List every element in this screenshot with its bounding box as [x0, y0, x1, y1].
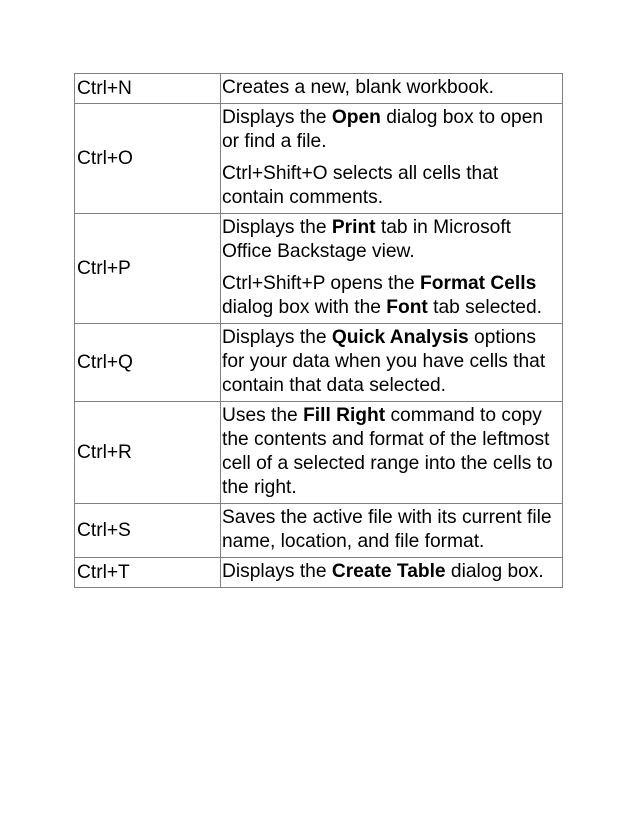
text-run: Creates a new, blank workbook. — [222, 77, 494, 98]
table-row — [75, 74, 563, 104]
description-paragraph — [222, 326, 560, 398]
text-run: Ctrl+Shift+P opens the — [222, 273, 421, 294]
table-row — [75, 104, 563, 214]
shortcut-key: Ctrl+P — [75, 214, 221, 324]
table-row — [75, 214, 563, 324]
text-run: dialog box. — [445, 561, 544, 582]
description-paragraph — [222, 106, 560, 154]
shortcut-description — [221, 214, 563, 324]
description-paragraph — [222, 404, 560, 500]
shortcut-description — [221, 504, 563, 558]
text-run: Ctrl+Shift+O selects all cells that contain comments. — [222, 163, 499, 208]
table-row — [75, 558, 563, 588]
bold-term: Format Cells — [420, 273, 537, 294]
text-run: Saves the active file with its current file name, location, and file format. — [222, 507, 552, 552]
text-run: Displays the — [222, 561, 332, 582]
shortcut-description — [221, 104, 563, 214]
text-run: Uses the — [222, 405, 304, 426]
text-run: dialog box to open or find a file. — [222, 107, 544, 152]
shortcut-description — [221, 558, 563, 588]
table-row — [75, 504, 563, 558]
table-row — [75, 324, 563, 402]
text-run: command to copy the contents and format of the leftmost cell of a selected range into the cells to the right. — [222, 405, 553, 498]
shortcut-key: Ctrl+S — [75, 504, 221, 558]
shortcut-description — [221, 402, 563, 504]
description-paragraph — [222, 272, 560, 320]
text-run: tab in Microsoft Office Backstage view. — [222, 217, 511, 262]
shortcut-description — [221, 324, 563, 402]
text-run: Displays the — [222, 217, 332, 238]
bold-term: Create Table — [331, 561, 446, 582]
bold-term: Fill Right — [303, 405, 386, 426]
shortcut-key: Ctrl+T — [75, 558, 221, 588]
bold-term: Print — [331, 217, 376, 238]
shortcut-description — [221, 74, 563, 104]
description-paragraph — [222, 216, 560, 264]
bold-term: Quick Analysis — [331, 327, 469, 348]
description-paragraph — [222, 560, 560, 584]
shortcut-key: Ctrl+Q — [75, 324, 221, 402]
description-paragraph — [222, 76, 560, 100]
shortcut-key: Ctrl+O — [75, 104, 221, 214]
bold-term: Font — [386, 297, 428, 318]
shortcut-table — [74, 73, 563, 588]
description-paragraph — [222, 162, 560, 210]
bold-term: Open — [331, 107, 381, 128]
text-run: Displays the — [222, 107, 332, 128]
description-paragraph — [222, 506, 560, 554]
text-run: tab selected. — [427, 297, 542, 318]
text-run: options for your data when you have cells that contain that data selected. — [222, 327, 546, 396]
text-run: Displays the — [222, 327, 332, 348]
table-row — [75, 402, 563, 504]
shortcut-key: Ctrl+N — [75, 74, 221, 104]
shortcut-key: Ctrl+R — [75, 402, 221, 504]
text-run: dialog box with the — [222, 297, 387, 318]
